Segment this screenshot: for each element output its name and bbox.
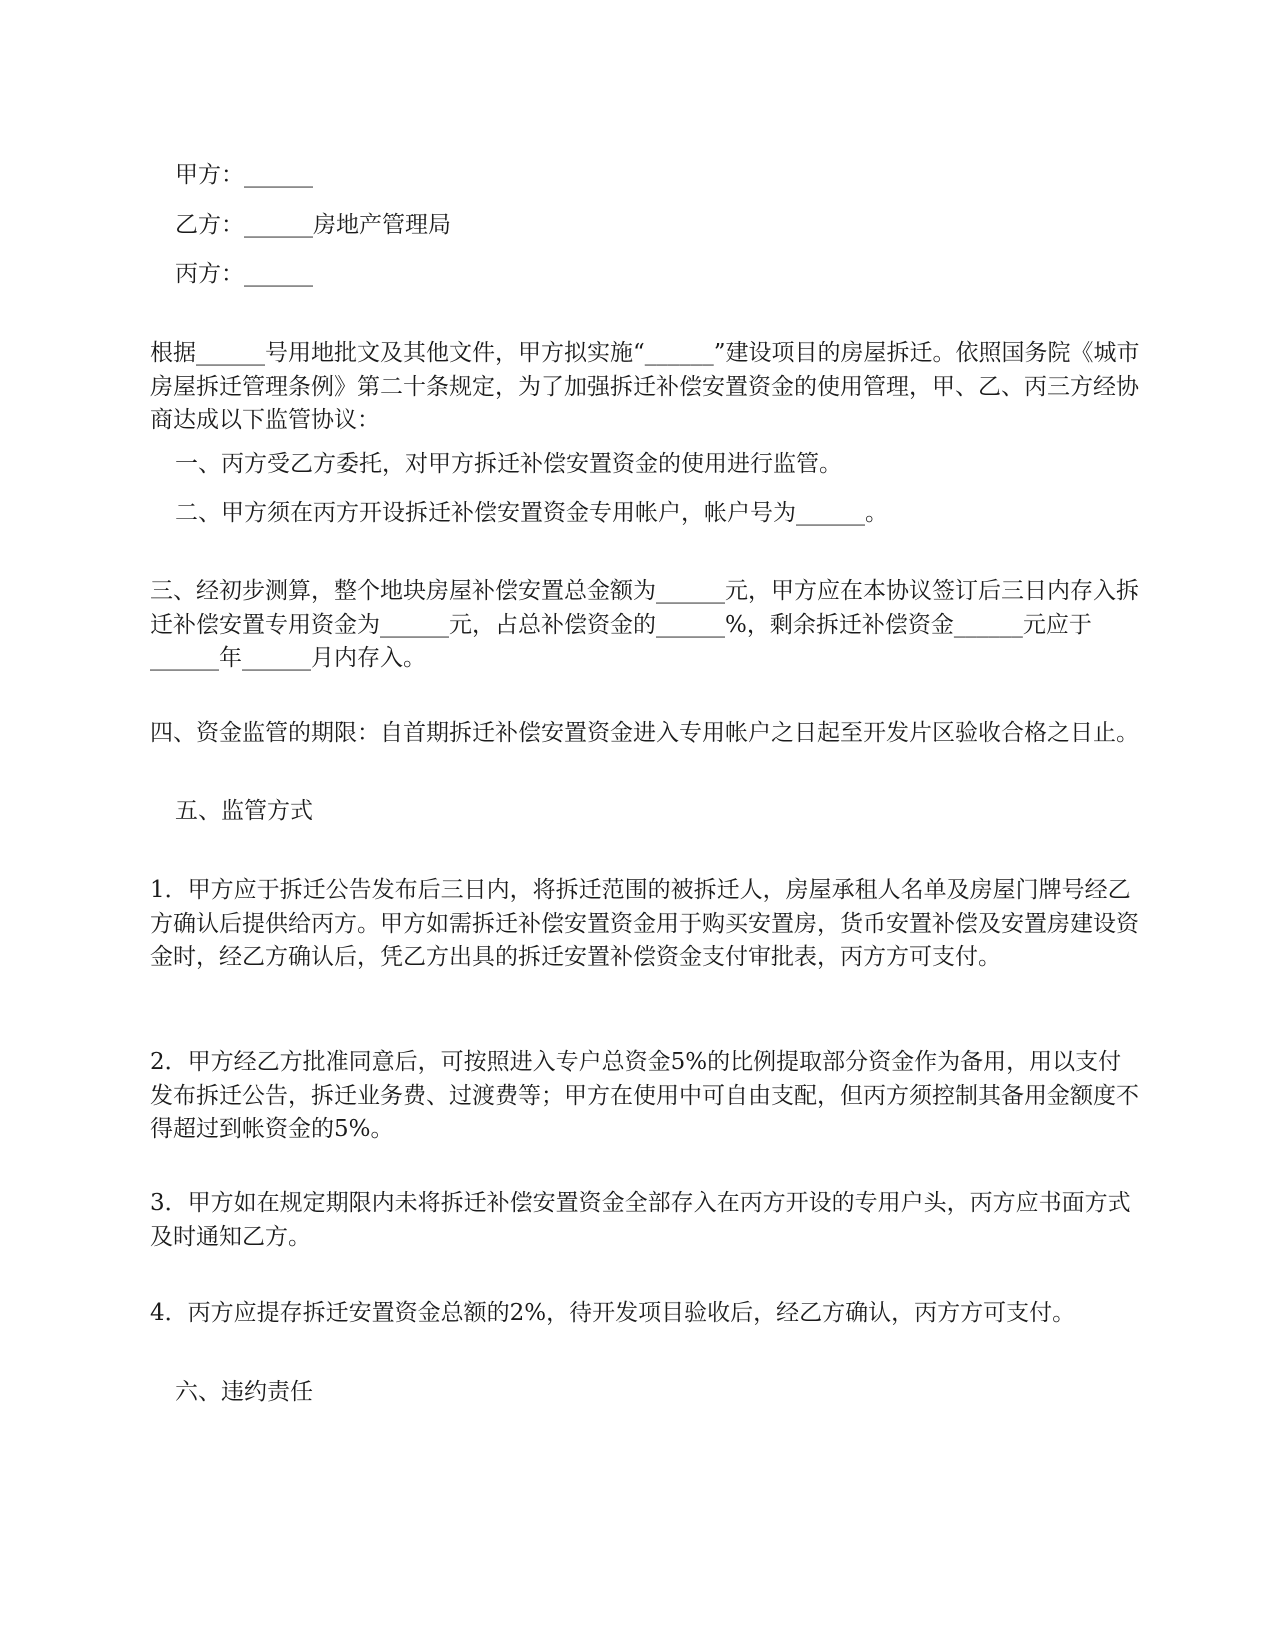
clause-5-item-2: 2．甲方经乙方批准同意后，可按照进入专户总资金5%的比例提取部分资金作为备用，用以支付发布拆迁公告，拆迁业务费、过渡费等；甲方在使用中可自由支配，但丙方须控制其备用金额度不得超过到帐资金的5%。 [150, 1049, 1139, 1142]
clause-4: 四、资金监管的期限：自首期拆迁补偿安置资金进入专用帐户之日起至开发片区验收合格之日止。 [150, 720, 1139, 746]
party-c-line: 丙方：______ [175, 261, 313, 287]
clause-5-item-3: 3．甲方如在规定期限内未将拆迁补偿安置资金全部存入在丙方开设的专用户头，丙方应书面方式及时通知乙方。 [150, 1190, 1131, 1250]
clause-6-heading: 六、违约责任 [175, 1379, 313, 1405]
clause-2: 二、甲方须在丙方开设拆迁补偿安置资金专用帐户，帐户号为______。 [175, 500, 888, 526]
preamble-paragraph: 根据______号用地批文及其他文件，甲方拟实施“______”建设项目的房屋拆迁。依照国务院《城市房屋拆迁管理条例》第二十条规定，为了加强拆迁补偿安置资金的使用管理，甲、乙、丙三方经协商达成以下监管协议： [150, 340, 1140, 433]
party-b-line: 乙方：______房地产管理局 [175, 212, 451, 238]
clause-3: 三、经初步测算，整个地块房屋补偿安置总金额为______元，甲方应在本协议签订后三日内存入拆迁补偿安置专用资金为______元，占总补偿资金的______%，剩余拆迁补偿资金______元应于______年______月内存入。 [150, 578, 1139, 671]
clause-5-item-1: 1．甲方应于拆迁公告发布后三日内，将拆迁范围的被拆迁人，房屋承租人名单及房屋门牌号经乙方确认后提供给丙方。甲方如需拆迁补偿安置资金用于购买安置房，货币安置补偿及安置房建设资金时，经乙方确认后，凭乙方出具的拆迁安置补偿资金支付审批表，丙方方可支付。 [150, 877, 1139, 970]
clause-1: 一、丙方受乙方委托，对甲方拆迁补偿安置资金的使用进行监管。 [175, 451, 842, 477]
party-a-line: 甲方：______ [175, 162, 313, 188]
clause-5-heading: 五、监管方式 [175, 798, 313, 824]
clause-5-item-4: 4．丙方应提存拆迁安置资金总额的2%，待开发项目验收后，经乙方确认，丙方方可支付。 [150, 1300, 1076, 1326]
